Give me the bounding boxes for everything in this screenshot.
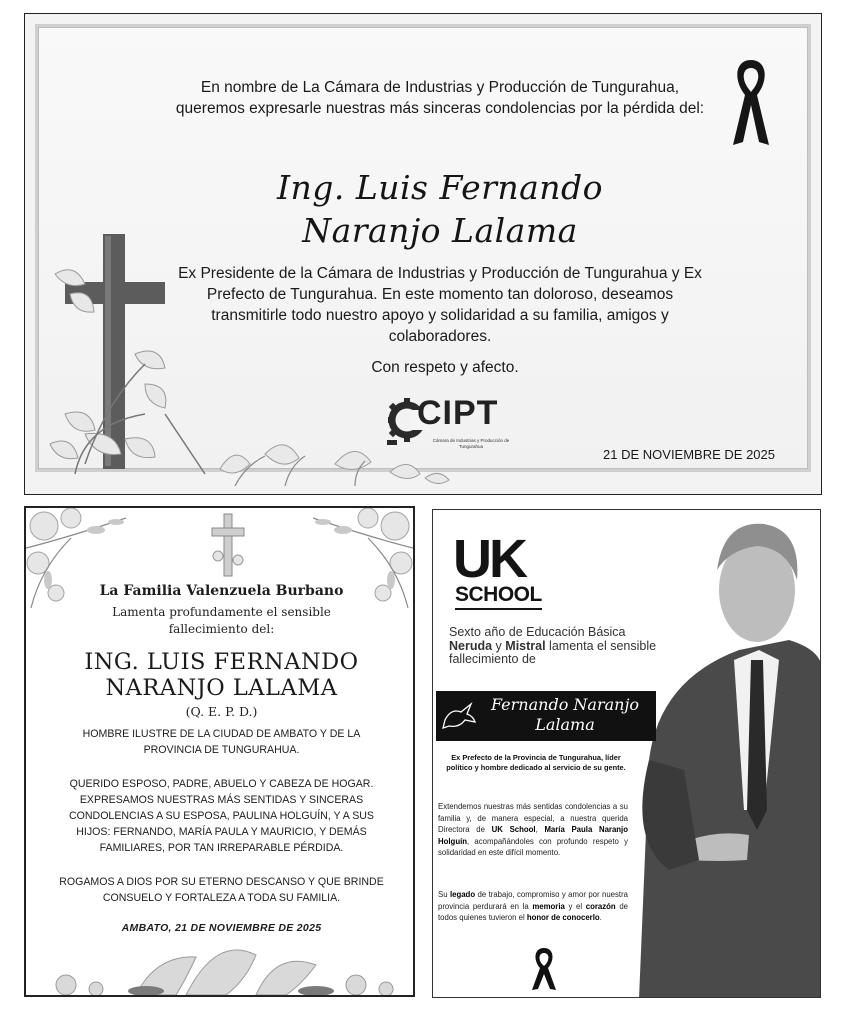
text-part: y el [564,901,586,911]
text-part: legado [449,890,476,899]
dove-icon [441,702,477,730]
text-part: María Paula Naranjo Holguín [438,825,628,846]
family-condolence-notice [24,506,415,997]
intro-text [449,626,664,667]
cipt-logo [385,394,525,456]
text-part: de todos quienes tuvieron el [438,901,629,922]
uk-school-logo [453,529,542,614]
intro-text: En nombre de La Cámara de Industrias y Producción de Tungurahua, queremos expresarle nuestras más sinceras condolencias por la pérdida del: [175,79,705,117]
floral-bottom-image [26,933,415,995]
text-part: honor de conocerlo [526,913,600,922]
intro-part: Sexto año de Educación Básica [449,625,626,639]
portrait-photo [629,510,821,998]
paragraph-1: HOMBRE ILUSTRE DE LA CIUDAD DE AMBATO Y DE LA PROVINCIA DE TUNGURAHUA. [82,728,361,756]
closing-text: Con respeto y afecto. [371,359,519,376]
laments-text: Lamenta profundamente el sensible fallecimiento del: [112,605,331,636]
cipt-condolence-notice [24,13,822,495]
deceased-name-script [195,166,685,252]
mourning-ribbon-icon [725,50,777,150]
text-part: corazón [585,901,616,911]
tagline-text: Ex Prefecto de la Provincia de Tungurahua, líder político y hombre dedicado al servicio de su gente. [446,753,626,772]
intro-part: Mistral [505,638,546,653]
notice-date: AMBATO, 21 DE NOVIEMBRE DE 2025 [121,922,322,934]
text-part: , acompañándoles con profundo respeto y solidaridad en este difícil momento. [438,836,628,857]
family-name: La Familia Valenzuela Burbano [99,583,344,599]
name-line-1: Fernando Naranjo [490,695,640,714]
name-line-2: Lalama [535,715,595,734]
logo-wordmark: UK [453,529,525,589]
paragraph-3: ROGAMOS A DIOS POR SU ETERNO DESCANSO Y QUE BRINDE CONSUELO Y FORTALEZA A TODA SU FAMILIA. [59,876,384,904]
logo-subtitle: SCHOOL [455,583,542,610]
paragraph-2: QUERIDO ESPOSO, PADRE, ABUELO Y CABEZA DE HOGAR. EXPRESAMOS NUESTRAS MÁS SENTIDAS Y SINCERAS CONDOLENCIAS A SU ESPOSA, PAULINA HOLGUÍN, Y A SUS HIJOS: FERNANDO, MARÍA PAULA Y MAURICIO, Y DEMÁS FAMILIARES, POR TAN IRREPARABLE PÉRDIDA. [69,778,374,854]
text-part: Extendemos nuestras más sentidas condolencias a su familia y, de manera especial, a nuestra querida Directora de [438,802,628,834]
text-part: de trabajo, compromiso y amor por nuestra provincia perdurará en la [438,890,629,911]
uk-school-condolence-notice [432,509,821,998]
name-line-2: NARANJO LALAMA [105,675,338,701]
paragraph-1 [438,801,628,859]
text-part: . [599,913,602,922]
floral-corner-right-image [293,508,413,618]
name-line-2: Naranjo Lalama [302,211,578,250]
deceased-name [474,695,656,735]
text-part: UK School [491,825,536,834]
floral-corner-left-image [26,508,146,618]
paragraph-2 [438,889,628,924]
description-text: Ex Presidente de la Cámara de Industrias y Producción de Tungurahua y Ex Prefecto de Tungurahua. En este momento tan doloroso, deseamos transmitirle todo nuestro apoyo y solidaridad a su familia, amigos y colaboradores. [178,265,702,345]
intro-part: Neruda [449,638,493,653]
text-part: memoria [532,901,565,911]
intro-part: y [492,638,506,653]
text-part: , [535,825,545,834]
notice-date: 21 DE NOVIEMBRE DE 2025 [603,447,775,462]
intro-part: lamenta el sensible fallecimiento de [449,638,657,666]
name-line-1: ING. LUIS FERNANDO [84,649,359,675]
qepd-text: (Q. E. P. D.) [185,704,258,719]
logo-wordmark: CIPT [417,394,499,432]
name-line-1: Ing. Luis Fernando [276,168,604,207]
text-part: Su [438,890,450,899]
mourning-ribbon-icon [529,946,559,992]
cross-icon [208,512,248,578]
deceased-name [46,649,397,701]
name-banner [436,691,656,741]
logo-subtitle: Cámara de Industrias y Producción de Tungurahua [432,438,510,449]
